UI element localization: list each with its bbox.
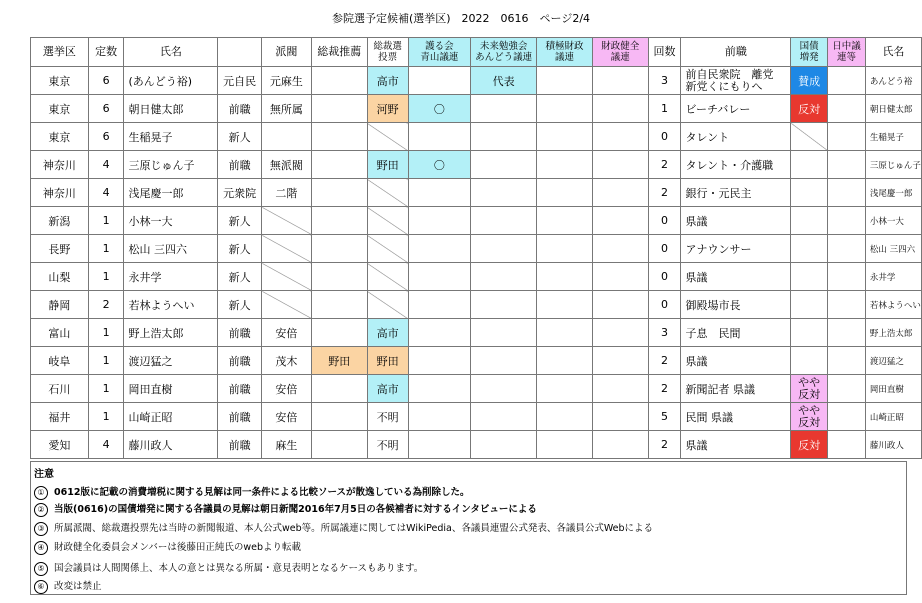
cell-mamoru [408,403,471,431]
cell-vote [367,235,408,263]
cell-count: 3 [648,67,681,95]
cell-nitchu [828,151,866,179]
cell-seats: 6 [88,95,124,123]
cell-name2: 藤川政人 [865,431,921,459]
cell-mamoru [408,67,471,95]
cell-faction: 無所属 [262,95,312,123]
cell-name: 浅尾慶一郎 [124,179,218,207]
cell-mirai [471,403,537,431]
note-5: ⑤ 国会議員は人間関係上、本人の意とは異なる所属・意見表明となるケースもあります。 [34,560,423,576]
cell-kokusai [791,235,828,263]
candidate-rows [31,67,922,459]
note-2: ② 当版(0616)の国債増発に関する各議員の見解は朝日新聞2016年7月5日の各候補者に対するインタビューによる [34,501,537,517]
cell-vote: 不明 [367,403,408,431]
cell-name2: 小林一大 [865,207,921,235]
cell-nitchu [828,123,866,151]
table-row [31,123,922,151]
cell-suisen [311,319,367,347]
cell-mirai [471,235,537,263]
cell-suisen: 野田 [311,347,367,375]
cell-nitchu [828,95,866,123]
cell-name: 生稲晃子 [124,123,218,151]
cell-seats: 1 [88,375,124,403]
cell-sekkyoku [537,431,593,459]
cell-seats: 1 [88,403,124,431]
cell-kokusai [791,347,828,375]
header-sokan-vote: 総裁選 投票 [367,38,408,67]
cell-district: 神奈川 [31,151,89,179]
cell-faction: 茂木 [262,347,312,375]
cell-sekkyoku [537,375,593,403]
notes-heading: 注意 [34,469,54,480]
note-1: ① 0612版に記載の消費増税に関する見解は同一条件による比較ソースが散逸している為削除した。 [34,484,469,500]
cell-suisen [311,403,367,431]
cell-count: 5 [648,403,681,431]
cell-suisen [311,263,367,291]
cell-nitchu [828,179,866,207]
cell-vote: 河野 [367,95,408,123]
cell-name2: 岡田直樹 [865,375,921,403]
cell-mirai [471,347,537,375]
cell-zaisei [592,291,648,319]
cell-mirai [471,263,537,291]
cell-status: 新人 [218,263,262,291]
cell-mirai [471,207,537,235]
cell-prev: タレント [681,123,791,151]
cell-faction: 無派閥 [262,151,312,179]
cell-kokusai [791,151,828,179]
cell-name2: 渡辺猛之 [865,347,921,375]
cell-status: 新人 [218,291,262,319]
cell-suisen [311,207,367,235]
cell-kokusai: 反対 [791,431,828,459]
cell-zaisei [592,179,648,207]
cell-name2: あんどう裕 [865,67,921,95]
cell-sekkyoku [537,319,593,347]
cell-zaisei [592,207,648,235]
cell-mirai [471,151,537,179]
cell-mamoru [408,263,471,291]
cell-status: 前職 [218,375,262,403]
cell-name2: 若林ようへい [865,291,921,319]
cell-count: 0 [648,207,681,235]
table-row [31,263,922,291]
cell-sekkyoku [537,263,593,291]
cell-suisen [311,375,367,403]
table-row [31,67,922,95]
cell-count: 0 [648,235,681,263]
cell-nitchu [828,403,866,431]
cell-vote: 高市 [367,67,408,95]
cell-name2: 浅尾慶一郎 [865,179,921,207]
cell-sekkyoku [537,207,593,235]
cell-kokusai: 賛成 [791,67,828,95]
table-row [31,403,922,431]
cell-kokusai [791,179,828,207]
header-sekkyoku: 積極財政 議連 [537,38,593,67]
cell-suisen [311,95,367,123]
cell-nitchu [828,235,866,263]
table-row [31,235,922,263]
table-row [31,431,922,459]
cell-district: 福井 [31,403,89,431]
cell-seats: 4 [88,179,124,207]
cell-status: 前職 [218,151,262,179]
cell-prev: 県議 [681,263,791,291]
cell-prev: 子息 民間 [681,319,791,347]
cell-sekkyoku [537,291,593,319]
header-mirai: 未来勉強会 あんどう議連 [471,38,537,67]
header-seats: 定数 [88,38,124,67]
cell-count: 3 [648,319,681,347]
cell-kokusai [791,319,828,347]
cell-prev: 御殿場市長 [681,291,791,319]
cell-status: 新人 [218,207,262,235]
header-faction: 派閥 [262,38,312,67]
header-mamoru: 護る会 青山議連 [408,38,471,67]
cell-seats: 1 [88,263,124,291]
cell-faction: 安倍 [262,375,312,403]
cell-kokusai [791,263,828,291]
cell-faction [262,263,312,291]
cell-faction [262,207,312,235]
cell-seats: 6 [88,123,124,151]
cell-name: 藤川政人 [124,431,218,459]
cell-mirai [471,375,537,403]
cell-nitchu [828,347,866,375]
cell-status: 前職 [218,403,262,431]
cell-count: 0 [648,123,681,151]
cell-suisen [311,291,367,319]
cell-prev: ビーチバレー [681,95,791,123]
cell-mirai: 代表 [471,67,537,95]
cell-status: 前職 [218,431,262,459]
cell-suisen [311,151,367,179]
cell-name2: 永井学 [865,263,921,291]
cell-kokusai: やや 反対 [791,375,828,403]
cell-prev: 県議 [681,431,791,459]
notes-box [30,461,907,595]
cell-zaisei [592,235,648,263]
cell-prev: アナウンサー [681,235,791,263]
cell-seats: 2 [88,291,124,319]
cell-count: 2 [648,431,681,459]
cell-kokusai [791,123,828,151]
cell-name: 山崎正昭 [124,403,218,431]
candidate-table [30,37,922,459]
cell-district: 東京 [31,95,89,123]
cell-district: 岐阜 [31,347,89,375]
cell-sekkyoku [537,235,593,263]
cell-zaisei [592,67,648,95]
header-district: 選挙区 [31,38,89,67]
cell-status: 元衆院 [218,179,262,207]
cell-mamoru [408,123,471,151]
table-row [31,319,922,347]
note-6: ⑥ 改変は禁止 [34,578,102,594]
table-row [31,347,922,375]
cell-vote: 高市 [367,375,408,403]
cell-nitchu [828,263,866,291]
cell-vote [367,179,408,207]
cell-prev: タレント・介護職 [681,151,791,179]
cell-suisen [311,67,367,95]
cell-mamoru [408,235,471,263]
cell-status: 前職 [218,347,262,375]
cell-name: (あんどう裕) [124,67,218,95]
header-name: 氏名 [124,38,218,67]
note-4: ④ 財政健全化委員会メンバーは後藤田正純氏のwebより転載 [34,539,301,555]
cell-faction: 二階 [262,179,312,207]
table-row [31,291,922,319]
cell-district: 神奈川 [31,179,89,207]
cell-name2: 三原じゅん子 [865,151,921,179]
cell-name2: 山崎正昭 [865,403,921,431]
cell-faction: 安倍 [262,319,312,347]
cell-name: 永井学 [124,263,218,291]
cell-seats: 4 [88,151,124,179]
cell-sekkyoku [537,95,593,123]
table-row [31,151,922,179]
cell-sekkyoku [537,403,593,431]
cell-vote: 高市 [367,319,408,347]
cell-district: 石川 [31,375,89,403]
cell-kokusai [791,207,828,235]
cell-name: 岡田直樹 [124,375,218,403]
cell-mamoru [408,207,471,235]
cell-district: 静岡 [31,291,89,319]
cell-name2: 朝日健太郎 [865,95,921,123]
header-prev-job: 前職 [681,38,791,67]
cell-name2: 松山 三四六 [865,235,921,263]
cell-mamoru [408,347,471,375]
cell-vote: 野田 [367,347,408,375]
cell-nitchu [828,319,866,347]
cell-name2: 野上浩太郎 [865,319,921,347]
table-row [31,95,922,123]
cell-name: 三原じゅん子 [124,151,218,179]
cell-mirai [471,179,537,207]
cell-zaisei [592,95,648,123]
cell-name: 小林一大 [124,207,218,235]
note-3: ③ 所属派閥、総裁選投票先は当時の新聞報道、本人公式web等。所属議連に関してはWikiPedia、各議員連盟公式発表、各議員公式Webによる [34,520,653,536]
cell-sekkyoku [537,151,593,179]
cell-name2: 生稲晃子 [865,123,921,151]
cell-nitchu [828,291,866,319]
cell-seats: 6 [88,67,124,95]
cell-faction [262,291,312,319]
cell-seats: 1 [88,347,124,375]
cell-district: 東京 [31,67,89,95]
header-zaisei: 財政健全 議連 [592,38,648,67]
cell-district: 山梨 [31,263,89,291]
cell-prev: 県議 [681,347,791,375]
cell-count: 1 [648,95,681,123]
cell-seats: 4 [88,431,124,459]
cell-status: 元自民 [218,67,262,95]
cell-mirai [471,123,537,151]
cell-district: 愛知 [31,431,89,459]
cell-district: 長野 [31,235,89,263]
cell-mirai [471,95,537,123]
cell-status: 前職 [218,319,262,347]
table-row [31,207,922,235]
cell-district: 新潟 [31,207,89,235]
cell-district: 富山 [31,319,89,347]
cell-vote [367,291,408,319]
cell-suisen [311,179,367,207]
cell-count: 0 [648,291,681,319]
cell-nitchu [828,375,866,403]
cell-mamoru [408,431,471,459]
cell-mirai [471,319,537,347]
cell-kokusai: やや 反対 [791,403,828,431]
cell-count: 2 [648,375,681,403]
cell-sekkyoku [537,123,593,151]
cell-status: 新人 [218,123,262,151]
cell-vote: 不明 [367,431,408,459]
cell-faction [262,123,312,151]
cell-zaisei [592,263,648,291]
cell-zaisei [592,431,648,459]
cell-count: 2 [648,347,681,375]
page-title: 参院選予定候補(選挙区) 2022 0616 ページ2/4 [331,12,591,25]
cell-zaisei [592,347,648,375]
cell-sekkyoku [537,179,593,207]
cell-count: 2 [648,151,681,179]
cell-zaisei [592,151,648,179]
cell-zaisei [592,375,648,403]
cell-nitchu [828,67,866,95]
cell-mamoru: 〇 [408,151,471,179]
cell-prev: 前自民衆院 離党 新党くにもりへ [681,67,791,95]
cell-prev: 県議 [681,207,791,235]
cell-vote [367,263,408,291]
cell-faction: 安倍 [262,403,312,431]
cell-name: 野上浩太郎 [124,319,218,347]
cell-zaisei [592,123,648,151]
header-status [218,38,262,67]
cell-name: 朝日健太郎 [124,95,218,123]
cell-suisen [311,431,367,459]
cell-vote [367,123,408,151]
cell-prev: 民間 県議 [681,403,791,431]
table-row [31,375,922,403]
cell-nitchu [828,431,866,459]
cell-mamoru [408,375,471,403]
cell-name: 松山 三四六 [124,235,218,263]
cell-name: 渡辺猛之 [124,347,218,375]
cell-seats: 1 [88,207,124,235]
table-row [31,179,922,207]
cell-seats: 1 [88,235,124,263]
cell-kokusai [791,291,828,319]
header-nitchu: 日中議 連等 [828,38,866,67]
cell-status: 新人 [218,235,262,263]
cell-sekkyoku [537,347,593,375]
cell-district: 東京 [31,123,89,151]
cell-status: 前職 [218,95,262,123]
cell-faction: 麻生 [262,431,312,459]
header-sokan-suisen: 総裁推薦 [311,38,367,67]
cell-vote: 野田 [367,151,408,179]
cell-zaisei [592,319,648,347]
cell-suisen [311,235,367,263]
header-row [31,38,922,67]
cell-count: 2 [648,179,681,207]
cell-seats: 1 [88,319,124,347]
cell-name: 若林ようへい [124,291,218,319]
cell-mirai [471,291,537,319]
cell-mamoru [408,319,471,347]
cell-kokusai: 反対 [791,95,828,123]
cell-zaisei [592,403,648,431]
cell-count: 0 [648,263,681,291]
cell-mamoru [408,179,471,207]
cell-suisen [311,123,367,151]
cell-faction [262,235,312,263]
cell-prev: 新聞記者 県議 [681,375,791,403]
cell-mamoru: 〇 [408,95,471,123]
cell-faction: 元麻生 [262,67,312,95]
header-count: 回数 [648,38,681,67]
cell-sekkyoku [537,67,593,95]
cell-mamoru [408,291,471,319]
cell-nitchu [828,207,866,235]
header-name-2: 氏名 [865,38,921,67]
cell-vote [367,207,408,235]
cell-mirai [471,431,537,459]
header-kokusai: 国債 増発 [791,38,828,67]
cell-prev: 銀行・元民主 [681,179,791,207]
